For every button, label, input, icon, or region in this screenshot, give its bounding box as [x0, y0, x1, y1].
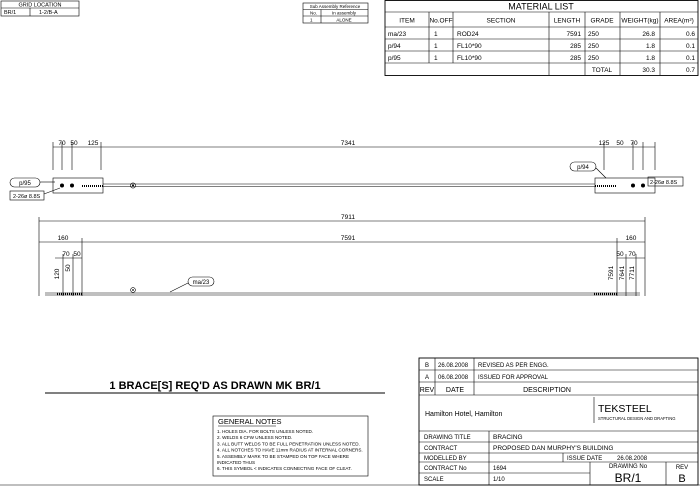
- bolt-hole-left-1: [60, 184, 64, 188]
- material-cell-0-5: 26.8: [642, 31, 655, 38]
- material-header-3: LENGTH: [553, 17, 581, 25]
- material-total-area: 0.7: [685, 67, 695, 74]
- sub-assembly-row-in: ALONE: [336, 17, 352, 23]
- drawing-no: BR/1: [614, 471, 642, 485]
- dim-right-50: 50: [616, 140, 624, 147]
- issue-date: 26.08.2008: [617, 456, 648, 462]
- brace-caption: 1 BRACE[S] REQ'D AS DRAWN MK BR/1: [109, 380, 321, 392]
- dim-main-7341: 7341: [340, 140, 356, 147]
- general-note-4: 5. ASSEMBLY MARK TO BE STAMPED ON TOP FACE WHERE: [217, 453, 350, 459]
- bolt-hole-right-1: [631, 184, 635, 188]
- grid-location: 1-2/B-A: [39, 10, 58, 16]
- dim-sub-left-50: 50: [73, 251, 81, 258]
- rev-row-desc-1: ISSUED FOR APPROVAL: [478, 375, 548, 381]
- material-total-label: TOTAL: [591, 67, 613, 74]
- contract-name: PROPOSED DAN MURPHY'S BUILDING: [493, 445, 614, 452]
- rev-head-desc: DESCRIPTION: [523, 387, 571, 394]
- bolt-note-right: 2-26ø 8.8S: [650, 180, 678, 186]
- material-cell-2-5: 1.8: [645, 55, 655, 62]
- material-list-table: [385, 1, 698, 76]
- sub-assembly-title: Sub Assembly Reference: [309, 4, 361, 9]
- bolt-hole-right-2: [641, 184, 645, 188]
- material-cell-1-4: 250: [588, 43, 599, 50]
- general-note-1: 2. WELDS 6 CFW UNLESS NOTED.: [217, 435, 293, 441]
- sub-assembly-box: [303, 3, 368, 23]
- general-notes-title: GENERAL NOTES: [218, 417, 282, 426]
- dim-vert-7711: 7711: [629, 266, 636, 280]
- grid-title: GRID LOCATION: [18, 2, 62, 9]
- contract-no: 1694: [493, 466, 507, 472]
- rev-row-date-0: 26.08.2008: [438, 363, 469, 369]
- label-ma23: ma/23: [192, 280, 210, 286]
- company-sub: STRUCTURAL DESIGN AND DRAFTING: [598, 416, 676, 421]
- scale-label: SCALE: [424, 477, 444, 483]
- company-name: TEKSTEEL: [598, 403, 652, 415]
- dim-left-160: 160: [57, 235, 69, 242]
- dim-sub-left-70: 70: [62, 251, 70, 258]
- material-cell-0-4: 250: [588, 31, 599, 38]
- dim-right-70: 70: [630, 140, 638, 147]
- general-note-5: INDICATED THUS: [217, 460, 256, 465]
- dim-vert-7591: 7591: [608, 265, 615, 281]
- material-header-2: SECTION: [486, 17, 516, 25]
- bolt-note-left: 2-26ø 8.8S: [13, 194, 41, 200]
- dim-main-7591: 7591: [340, 235, 356, 242]
- material-header-0: ITEM: [399, 17, 415, 25]
- material-cell-0-6: 0.6: [685, 31, 695, 38]
- material-cell-2-2: FL10*90: [457, 55, 482, 62]
- sub-assembly-col-in: In assembly: [331, 10, 357, 16]
- rev-label: REV: [675, 465, 689, 471]
- dim-left-70: 70: [58, 140, 66, 147]
- material-cell-0-0: ma/23: [388, 31, 407, 38]
- contract-no-label: CONTRACT No: [424, 466, 467, 472]
- dim-vert-7641: 7641: [619, 265, 626, 281]
- dim-left-50: 50: [70, 140, 78, 147]
- rev-row-rev-0: B: [424, 363, 430, 369]
- general-note-6: 6. THIS SYMBOL < INDICATES CONNECTING FACE OF CLEAT.: [217, 466, 352, 472]
- general-note-2: 3. ALL BUTT WELDS TO BE FULL PENETRATION UNLESS NOTED.: [217, 441, 360, 447]
- material-title: MATERIAL LIST: [508, 1, 574, 12]
- dim-vert-120: 120: [54, 268, 61, 280]
- material-cell-2-3: 285: [570, 55, 581, 62]
- rev-row-date-1: 06.08.2008: [438, 375, 469, 381]
- modelled-by-label: MODELLED BY: [424, 456, 467, 462]
- rev-value: B: [678, 473, 686, 485]
- material-header-6: AREA(m²): [664, 17, 694, 25]
- material-cell-1-0: p/94: [388, 43, 401, 50]
- label-p95: p/95: [19, 181, 31, 187]
- drawing-title: BRACING: [493, 434, 523, 441]
- title-block: [419, 358, 698, 485]
- dim-overall-7911: 7911: [341, 214, 355, 221]
- sub-assembly-row-no: 1: [310, 17, 313, 23]
- material-cell-2-0: p/95: [388, 55, 401, 62]
- dim-left-125: 125: [87, 140, 99, 147]
- contract-label: CONTRACT: [424, 446, 458, 452]
- sub-assembly-col-no: No.: [310, 10, 318, 16]
- material-cell-0-2: ROD24: [457, 31, 479, 38]
- elevation-top: [10, 140, 683, 200]
- material-cell-0-1: 1: [434, 31, 438, 38]
- general-note-3: 4. ALL NOTCHES TO HAVE 11mm RADIUS AT INTERNAL CORNERS.: [217, 447, 363, 453]
- material-cell-1-6: 0.1: [685, 43, 695, 50]
- rev-row-rev-1: A: [424, 375, 430, 381]
- material-cell-2-1: 1: [434, 55, 438, 62]
- dim-right-160: 160: [625, 235, 637, 242]
- material-cell-1-1: 1: [434, 43, 438, 50]
- material-cell-1-2: FL10*90: [457, 43, 482, 50]
- label-p94: p/94: [577, 165, 589, 171]
- material-header-4: GRADE: [590, 17, 614, 25]
- drawing-no-label: DRAWING No: [608, 464, 648, 470]
- general-notes-box: [213, 416, 368, 476]
- issue-date-label: ISSUE DATE: [567, 456, 603, 462]
- dim-right-125: 125: [598, 140, 610, 147]
- material-cell-1-3: 285: [570, 43, 581, 50]
- rev-row-desc-0: REVISED AS PER ENGG.: [478, 363, 549, 369]
- material-total-weight: 30.3: [642, 67, 655, 74]
- scale-value: 1/10: [493, 477, 505, 483]
- material-cell-2-6: 0.1: [685, 55, 695, 62]
- material-header-5: WEIGHT(kg): [621, 17, 659, 25]
- dim-vert-50: 50: [65, 264, 72, 272]
- elevation-bottom: [39, 214, 645, 296]
- material-cell-2-4: 250: [588, 55, 599, 62]
- drawing-title-label: DRAWING TITLE: [424, 435, 471, 441]
- material-cell-1-5: 1.8: [645, 43, 655, 50]
- grid-mark: BR/1: [4, 10, 17, 16]
- grid-location-box: [1, 1, 79, 16]
- dim-sub-right-50: 50: [616, 251, 624, 258]
- rev-head-rev: REV: [419, 387, 435, 394]
- dim-sub-right-70: 70: [628, 251, 636, 258]
- general-note-0: 1. HOLES DIA. FOR BOLTS UNLESS NOTED.: [217, 429, 314, 434]
- rev-head-date: DATE: [445, 387, 465, 394]
- project-name: Hamilton Hotel, Hamilton: [425, 411, 503, 418]
- material-header-1: No.OFF: [429, 17, 453, 25]
- bolt-hole-left-2: [70, 184, 74, 188]
- material-cell-0-3: 7591: [566, 31, 581, 38]
